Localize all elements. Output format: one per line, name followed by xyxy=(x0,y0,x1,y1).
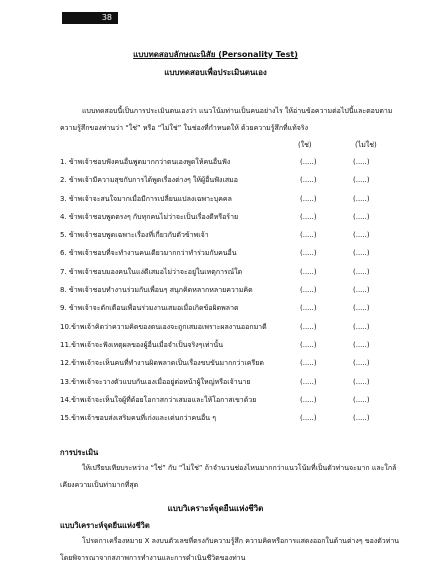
analysis-subheading: แบบวิเคราะห์จุดยืนแห่งชีวิต xyxy=(60,521,150,530)
no-blank: (.....) xyxy=(353,194,370,203)
no-blank: (.....) xyxy=(353,231,370,240)
question-text: 8. ข้าพเจ้าชอบทำงานร่วมกับเพื่อนๆ สนุกคิดหลากหลายความคิด xyxy=(60,286,253,295)
yes-blank: (.....) xyxy=(300,414,317,423)
question-text: 9. ข้าพเจ้าจะตักเตือนเพื่อนร่วมงานเสมอเมื่อเกิดข้อผิดพลาด xyxy=(60,304,239,313)
column-header-no: (ไม่ใช่) xyxy=(355,141,377,149)
no-blank: (.....) xyxy=(353,212,370,221)
no-blank: (.....) xyxy=(353,414,370,423)
yes-blank: (.....) xyxy=(300,377,317,386)
question-text: 14.ข้าพเจ้าจะเห็นใจผู้ที่ด้อยโอกาสกว่าเสมอและให้โอกาสเขาด้วย xyxy=(60,395,257,404)
no-blank: (.....) xyxy=(353,176,370,185)
question-text: 5. ข้าพเจ้าชอบพูดเฉพาะเรื่องที่เกี่ยวกับตัวข้าพเจ้า xyxy=(60,231,209,240)
page-subtitle: แบบทดสอบเพื่อประเมินตนเอง xyxy=(164,68,267,77)
question-text: 2. ข้าพเจ้ามีความสุขกับการได้พูดเรื่องต่างๆ ให้ผู้อื่นฟังเสมอ xyxy=(60,176,238,185)
yes-blank: (.....) xyxy=(300,267,317,276)
evaluation-heading: การประเมิน xyxy=(60,448,99,457)
no-blank: (.....) xyxy=(353,359,370,368)
question-item xyxy=(60,153,420,171)
question-item xyxy=(60,409,420,427)
analysis-title: แบบวิเคราะห์จุดยืนแห่งชีวิต xyxy=(167,504,264,513)
question-item xyxy=(60,299,420,317)
yes-blank: (.....) xyxy=(300,395,317,404)
question-item xyxy=(60,171,420,189)
no-blank: (.....) xyxy=(353,395,370,404)
analysis-paragraph: โปรดกาเครื่องหมาย X ลงบนตัวเลขที่ตรงกับความรู้สึก ความคิดหรือการแสดงออกในด้านต่างๆ ของตัวท่าน โดยพิจารณาจากสภาพการทำงานและการดำเนินชีวิตของท่าน xyxy=(60,537,400,562)
yes-blank: (.....) xyxy=(300,286,317,295)
question-list xyxy=(60,153,420,427)
yes-blank: (.....) xyxy=(300,176,317,185)
question-text: 7. ข้าพเจ้าชอบมองคนในแง่ดีเสมอไม่ว่าจะอยู่ในเหตุการณ์ใด xyxy=(60,267,243,276)
question-text: 4. ข้าพเจ้าชอบพูดตรงๆ กับทุกคนไม่ว่าจะเป็นเรื่องดีหรือร้าย xyxy=(60,212,239,221)
question-item xyxy=(60,318,420,336)
question-text: 6. ข้าพเจ้าชอบที่จะทำงานคนเดียวมากกว่าทำร่วมกับคนอื่น xyxy=(60,249,237,258)
no-blank: (.....) xyxy=(353,304,370,313)
no-blank: (.....) xyxy=(353,249,370,258)
question-text: 15.ข้าพเจ้าชอบส่งเสริมคนที่เก่งและเด่นกว่าคนอื่น ๆ xyxy=(60,414,216,423)
question-text: 10.ข้าพเจ้าคิดว่าความคิดของตนเองจะถูกเสมอเพราะผลงานออกมาดี xyxy=(60,322,267,331)
question-item xyxy=(60,354,420,372)
yes-blank: (.....) xyxy=(300,359,317,368)
question-text: 11.ข้าพเจ้าจะฟังเหตุผลของผู้อื่นเมื่อจำเป็นจริงๆเท่านั้น xyxy=(60,340,223,349)
no-blank: (.....) xyxy=(353,267,370,276)
page-number: 38 xyxy=(62,12,118,24)
question-text: 1. ข้าพเจ้าชอบฟังคนอื่นพูดมากกว่าตนเองพูดให้คนอื่นฟัง xyxy=(60,158,231,166)
no-blank: (.....) xyxy=(353,340,370,349)
question-text: 3. ข้าพเจ้าจะสนใจมากเมื่อมีการเปลี่ยนแปลงเฉพาะบุคคล xyxy=(60,194,232,203)
no-blank: (.....) xyxy=(353,377,370,386)
question-item xyxy=(60,373,420,391)
question-item xyxy=(60,336,420,354)
intro-paragraph: แบบทดสอบนี้เป็นการประเมินตนเองว่า แนวโน้มท่านเป็นคนอย่างไร ให้อ่านข้อความต่อไปนี้และตอบตามความรู้สึกของท่านว่า “ใช่” หรือ “ไม่ใช่” ในช่องที่กำหนดให้ ด้วยความรู้สึกที่แท้จริง xyxy=(60,107,393,132)
page-title: แบบทดสอบลักษณะนิสัย (Personality Test) xyxy=(133,50,298,59)
yes-blank: (.....) xyxy=(300,231,317,240)
yes-blank: (.....) xyxy=(300,340,317,349)
yes-blank: (.....) xyxy=(300,322,317,331)
yes-blank: (.....) xyxy=(300,194,317,203)
question-item xyxy=(60,208,420,226)
question-text: 12.ข้าพเจ้าจะเห็นคนที่ทำงานผิดพลาดเป็นเรื่องขบขันมากกว่าเครียด xyxy=(60,359,264,368)
yes-blank: (.....) xyxy=(300,158,317,166)
yes-blank: (.....) xyxy=(300,249,317,258)
evaluation-paragraph: ให้เปรียบเทียบระหว่าง “ใช่” กับ “ไม่ใช่” ถ้าจำนวนช่องไหนมากกว่าแนวโน้มที่เป็นตัวท่านจะมาก และใกล้เคียงความเป็นท่ามากที่สุด xyxy=(60,464,397,489)
yes-blank: (.....) xyxy=(300,304,317,313)
no-blank: (.....) xyxy=(353,158,370,166)
yes-blank: (.....) xyxy=(300,212,317,221)
question-item xyxy=(60,391,420,409)
question-item xyxy=(60,226,420,244)
no-blank: (.....) xyxy=(353,322,370,331)
question-item xyxy=(60,244,420,262)
column-header-yes: (ใช่) xyxy=(298,141,312,149)
question-item xyxy=(60,281,420,299)
question-text: 13.ข้าพเจ้าจะวางตัวแบบกันเองเมื่ออยู่ต่อหน้าผู้ใหญ่หรือเจ้านาย xyxy=(60,377,251,386)
no-blank: (.....) xyxy=(353,286,370,295)
question-item xyxy=(60,190,420,208)
question-item xyxy=(60,263,420,281)
